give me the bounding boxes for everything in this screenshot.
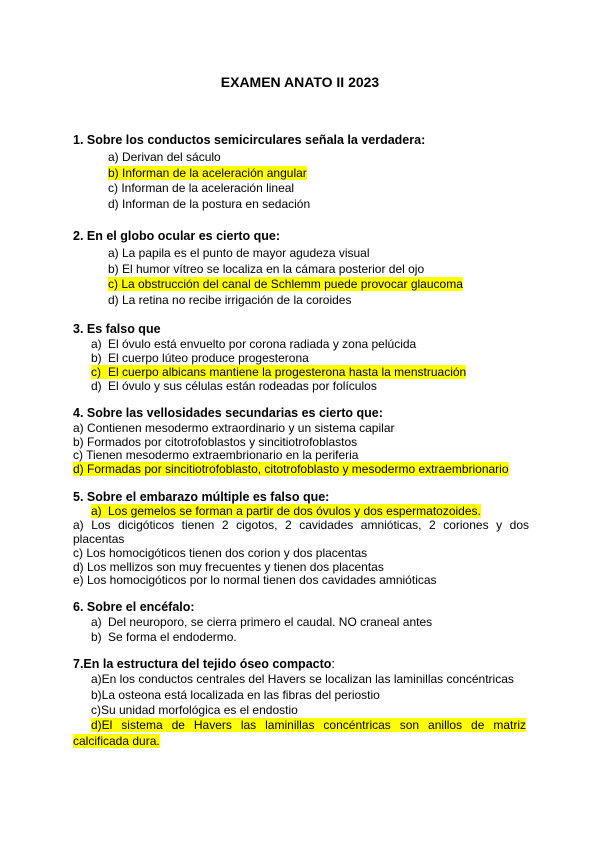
option-text: Del neuroporo, se cierra primero el caudal. NO craneal antes (108, 615, 433, 629)
question-4-option-c: c) Tienen mesodermo extraembrionario en la periferia (73, 448, 359, 462)
question-7-option-d-continued: calcificada dura. (73, 734, 160, 748)
option-text: El óvulo y sus células están rodeadas por folículos (108, 379, 377, 393)
question-3-heading: 3. Es falso que (73, 322, 161, 336)
option-label: a) (91, 504, 102, 518)
question-3-option-a (91, 337, 416, 351)
question-4-option-b: b) Formados por citotrofoblastos y sincitiotrofoblastos (73, 435, 358, 449)
question-2-option-d: d) La retina no recibe irrigación de la coroides (108, 293, 352, 307)
question-5-heading: 5. Sobre el embarazo múltiple es falso que: (73, 490, 330, 504)
question-2-option-c-highlighted: c) La obstrucción del canal de Schlemm puede provocar glaucoma (108, 277, 463, 291)
question-4-heading: 4. Sobre las vellosidades secundarias es cierto que: (73, 406, 383, 420)
question-5-option-c: c) Los homocigóticos tienen dos corion y dos placentas (73, 546, 368, 560)
option-label: b) (91, 351, 102, 365)
question-1-heading: 1. Sobre los conductos semicirculares señala la verdadera: (73, 133, 426, 147)
option-text: El cuerpo albicans mantiene la progesterona hasta la menstruación (108, 365, 467, 379)
question-2-heading: 2. En el globo ocular es cierto que: (73, 229, 280, 243)
option-text: Se forma el endodermo. (108, 630, 237, 644)
question-3-option-b (91, 351, 309, 365)
question-7-option-d-highlighted: d)El sistema de Havers las laminillas concéntricas son anillos de matriz (91, 718, 526, 732)
question-7-option-b: b)La osteona está localizada en las fibras del periostio (91, 688, 380, 702)
question-6-heading: 6. Sobre el encéfalo: (73, 600, 195, 614)
option-label: d) (91, 379, 102, 393)
option-label: b) (91, 630, 102, 644)
question-5-option-a-second: a) Los dicigóticos tienen 2 cigotos, 2 cavidades amnióticas, 2 coriones y dos (73, 518, 529, 532)
question-3-option-d (91, 379, 377, 393)
question-5-option-a-highlighted (91, 504, 481, 518)
option-text: Los gemelos se forman a partir de dos óvulos y dos espermatozoides. (108, 504, 481, 518)
page-title: EXAMEN ANATO II 2023 (220, 74, 380, 90)
question-5-option-d: d) Los mellizos son muy frecuentes y tienen dos placentas (73, 560, 384, 574)
question-5-option-e: e) Los homocigóticos por lo normal tienen dos cavidades amnióticas (73, 573, 437, 587)
question-6-option-b (91, 630, 237, 644)
question-1-option-a: a) Derivan del sáculo (108, 150, 221, 164)
option-label: c) (91, 365, 101, 379)
question-1-option-c: c) Informan de la aceleración lineal (108, 181, 295, 195)
option-label: a) (91, 615, 102, 629)
question-1-option-b-highlighted: b) Informan de la aceleración angular (108, 166, 307, 180)
option-text: El cuerpo lúteo produce progesterona (108, 351, 309, 365)
question-2-option-a: a) La papila es el punto de mayor agudeza visual (108, 246, 370, 260)
question-7-heading-colon: : (331, 657, 335, 671)
question-7-option-c: c)Su unidad morfológica es el endostio (91, 703, 298, 717)
question-1-option-d: d) Informan de la postura en sedación (108, 197, 311, 211)
question-3-option-c-highlighted (91, 365, 466, 379)
question-7-heading-text: 7.En la estructura del tejido óseo compacto (73, 657, 332, 671)
question-4-option-a: a) Contienen mesodermo extraordinario y un sistema capilar (73, 421, 395, 435)
option-text: El óvulo está envuelto por corona radiada y zona pelúcida (108, 337, 417, 351)
question-6-option-a (91, 615, 432, 629)
question-7-option-a: a)En los conductos centrales del Havers se localizan las laminillas concéntricas (91, 672, 514, 686)
question-4-option-d-highlighted: d) Formadas por sincitiotrofoblasto, citotrofoblasto y mesodermo extraembrionario (73, 462, 509, 476)
question-2-option-b: b) El humor vítreo se localiza en la cámara posterior del ojo (108, 262, 425, 276)
question-7-heading (73, 657, 335, 671)
question-5-option-a-continued: placentas (73, 532, 125, 546)
option-label: a) (91, 337, 102, 351)
